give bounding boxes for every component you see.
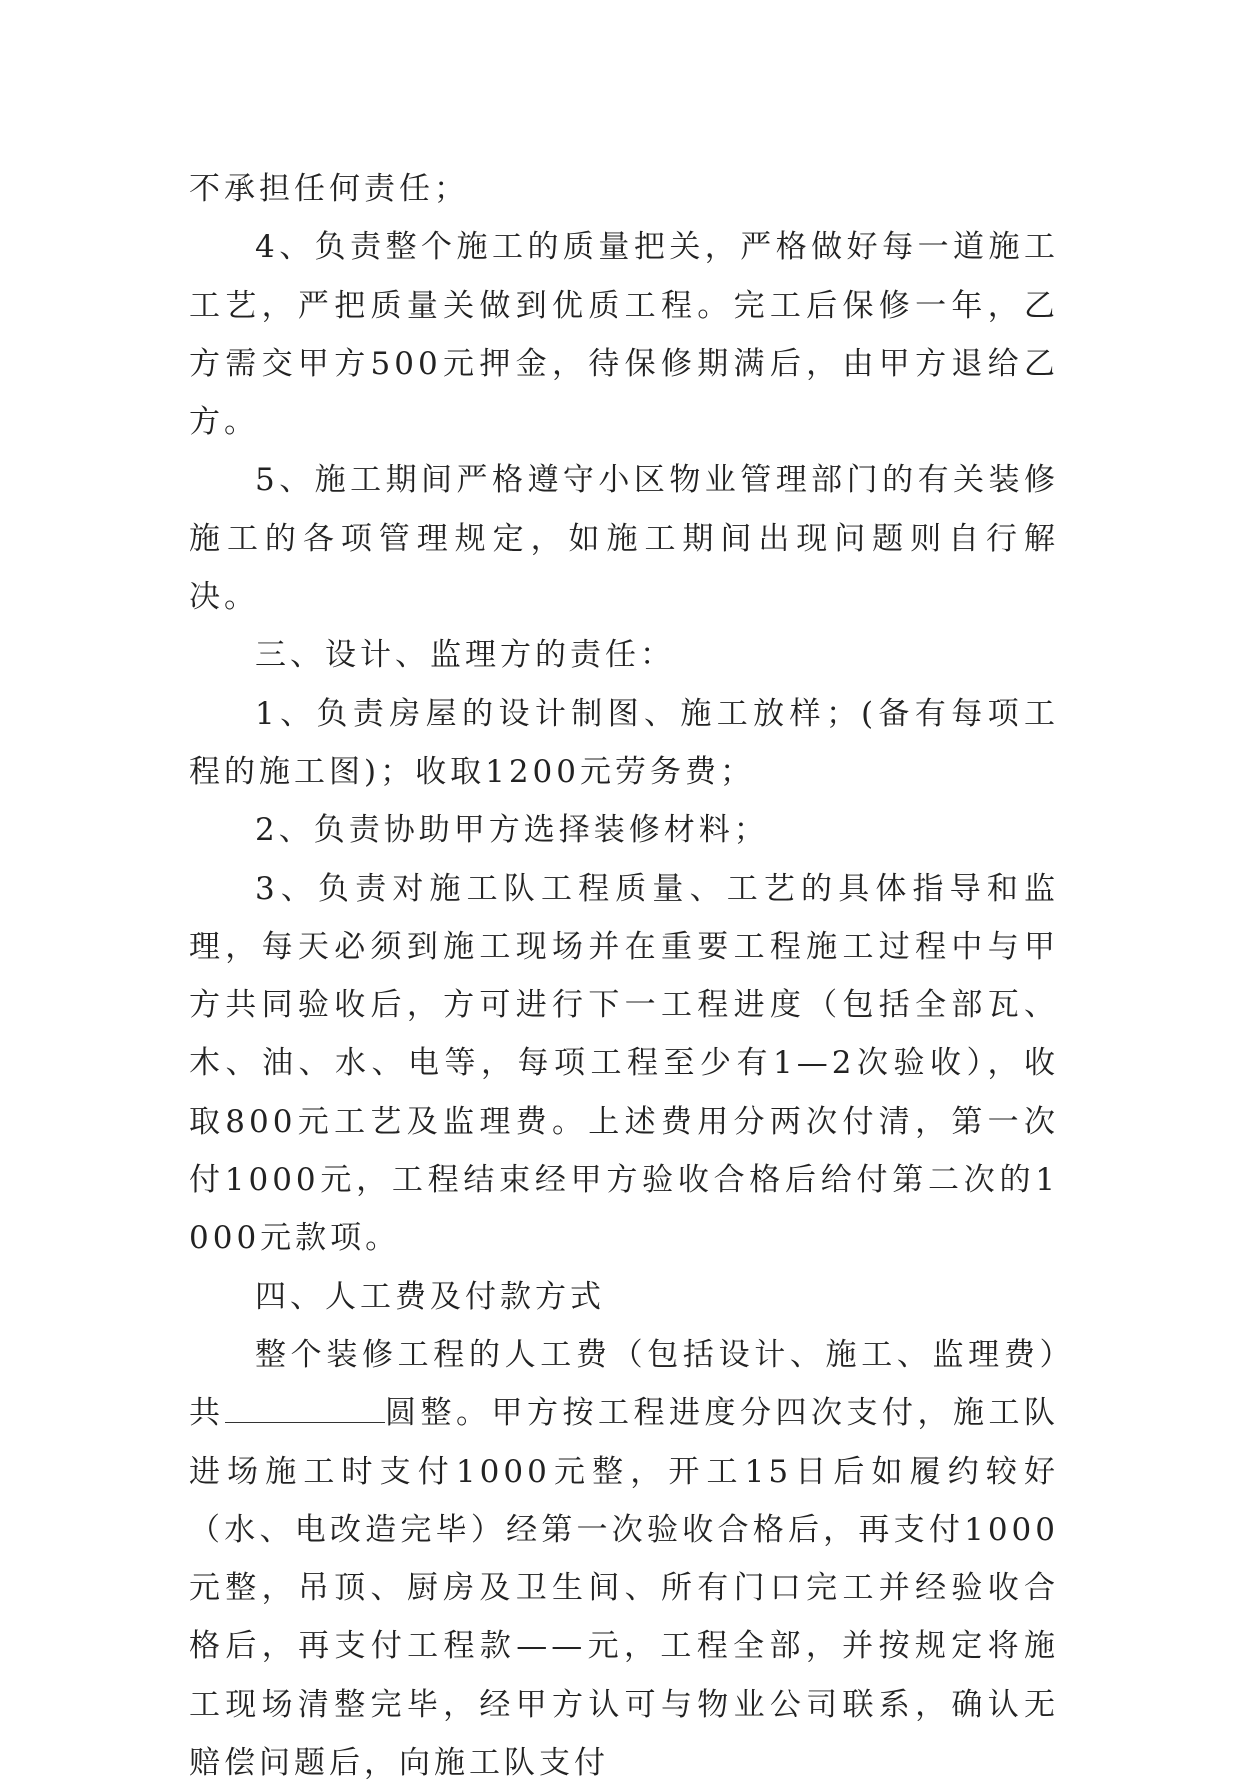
amount-blank-line <box>225 1396 385 1423</box>
section-heading-3: 三、设计、监理方的责任： <box>255 637 675 674</box>
section-heading-4: 四、人工费及付款方式 <box>255 1278 605 1315</box>
labor-fee-text-before: 整个装修工程的人工费（包括设计、施工、监理费）共 <box>189 1336 1059 1432</box>
paragraph-design-1: 1、负责房屋的设计制图、施工放样；(备有每项工程的施工图)；收取1200元劳务费； <box>189 695 1059 790</box>
paragraph-labor-fee <box>189 1326 1059 1792</box>
paragraph-item-4: 4、负责整个施工的质量把关，严格做好每一道施工工艺，严把质量关做到优质工程。完工后保修一年，乙方需交甲方500元押金，待保修期满后，由甲方退给乙方。 <box>189 229 1059 441</box>
paragraph-design-3: 3、负责对施工队工程质量、工艺的具体指导和监理，每天必须到施工现场并在重要工程施工过程中与甲方共同验收后，方可进行下一工程进度（包括全部瓦、木、油、水、电等，每项工程至少有1—2次验收），收取800元工艺及监理费。上述费用分两次付清，第一次付1000元，工程结束经甲方验收合格后给付第二次的1000元款项。 <box>189 870 1059 1257</box>
paragraph-continuation: 不承担任何责任； <box>189 171 469 207</box>
labor-fee-text-after: 圆整。甲方按工程进度分四次支付，施工队进场施工时支付1000元整，开工15日后如履约较好（水、电改造完毕）经第一次验收合格后，再支付1000元整，吊顶、厨房及卫生间、所有门口完工并经验收合格后，再支付工程款——元，工程全部，并按规定将施工现场清整完毕，经甲方认可与物业公司联系，确认无赔偿问题后，向施工队支付 <box>189 1395 1059 1782</box>
paragraph-item-5: 5、施工期间严格遵守小区物业管理部门的有关装修施工的各项管理规定，如施工期间出现问题则自行解决。 <box>189 462 1059 616</box>
document-body <box>189 160 1059 1792</box>
paragraph-design-2: 2、负责协助甲方选择装修材料； <box>255 812 769 849</box>
